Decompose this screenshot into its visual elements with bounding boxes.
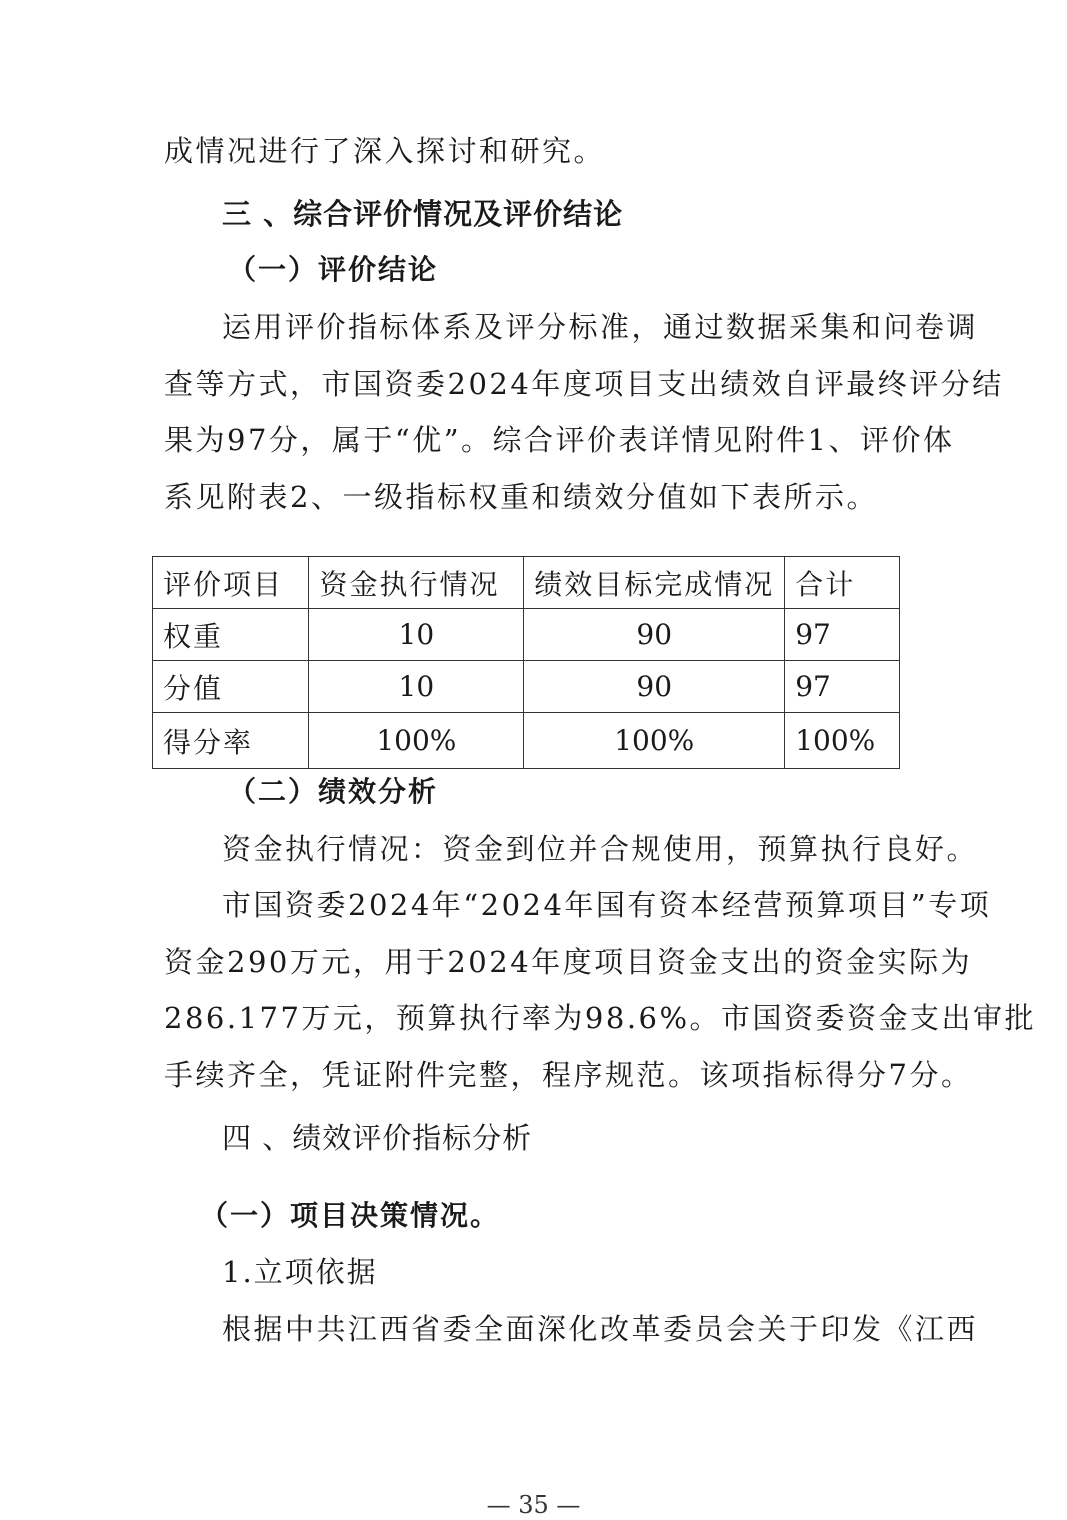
paragraph-line: 286.177万元，预算执行率为98.6%。市国资委资金支出审批: [164, 1001, 1037, 1035]
paragraph-line: 系见附表2、一级指标权重和绩效分值如下表所示。: [164, 480, 878, 514]
section-heading-4: 四 、绩效评价指标分析: [222, 1121, 533, 1155]
table-header-cell: 评价项目: [153, 557, 309, 609]
table-cell: 97: [785, 609, 900, 661]
table-cell: 90: [524, 609, 785, 661]
table-header-cell: 绩效目标完成情况: [524, 557, 785, 609]
subsection-heading-conclusion: （一）评价结论: [228, 253, 439, 286]
paragraph-line: 运用评价指标体系及评分标准，通过数据采集和问卷调: [222, 310, 979, 344]
table-cell: 100%: [309, 713, 524, 769]
paragraph-line: 查等方式，市国资委2024年度项目支出绩效自评最终评分结: [164, 367, 1004, 401]
table-cell: 10: [309, 609, 524, 661]
score-table: [152, 556, 900, 769]
table-cell: 100%: [524, 713, 785, 769]
paragraph-line: 市国资委2024年“2024年国有资本经营预算项目”专项: [222, 888, 992, 922]
paragraph-line: 根据中共江西省委全面深化改革委员会关于印发《江西: [222, 1312, 979, 1346]
table-header-cell: 资金执行情况: [309, 557, 524, 609]
page-number: — 35 —: [486, 1491, 581, 1519]
table-row: [153, 609, 900, 661]
section-heading-3: 三 、综合评价情况及评价结论: [222, 197, 624, 231]
table-header-cell: 合计: [785, 557, 900, 609]
subsection-heading-analysis: （二）绩效分析: [228, 775, 439, 808]
paragraph-line: 果为97分，属于“优”。综合评价表详情见附件1、评价体: [164, 423, 955, 457]
table-cell: 97: [785, 661, 900, 713]
paragraph-line: 成情况进行了深入探讨和研究。: [164, 134, 606, 168]
table-cell: 分值: [153, 661, 309, 713]
table-cell: 权重: [153, 609, 309, 661]
table-row: [153, 661, 900, 713]
item-heading-basis: 1.立项依据: [222, 1255, 378, 1289]
table-row: [153, 713, 900, 769]
table-cell: 90: [524, 661, 785, 713]
table-cell: 得分率: [153, 713, 309, 769]
table-cell: 10: [309, 661, 524, 713]
subsection-heading-decision: （一）项目决策情况。: [200, 1199, 501, 1232]
paragraph-line: 资金执行情况：资金到位并合规使用，预算执行良好。: [222, 832, 979, 866]
table-cell: 100%: [785, 713, 900, 769]
paragraph-line: 资金290万元，用于2024年度项目资金支出的资金实际为: [164, 945, 973, 979]
table-header-row: [153, 557, 900, 609]
paragraph-line: 手续齐全，凭证附件完整，程序规范。该项指标得分7分。: [164, 1058, 973, 1092]
